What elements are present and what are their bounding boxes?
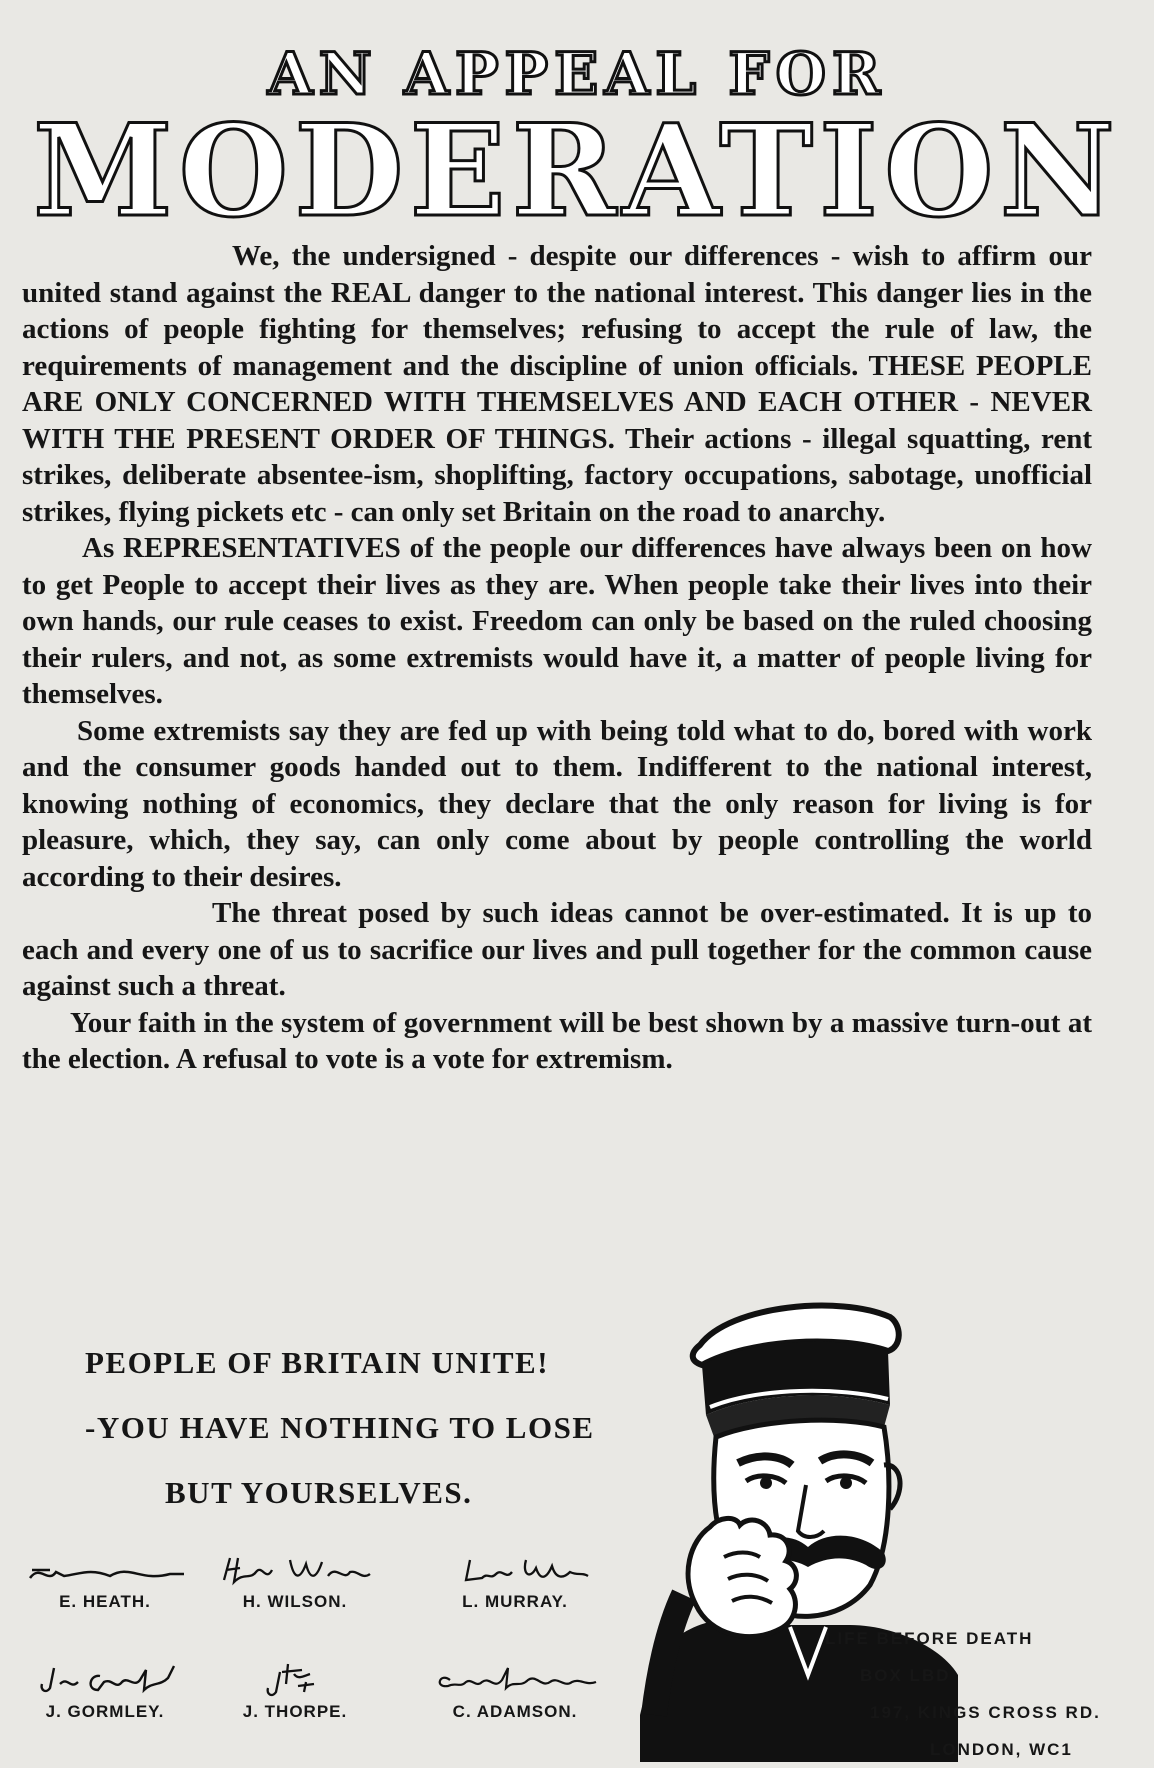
signatory-name: J. GORMLEY.: [45, 1702, 165, 1721]
title-line-2: MODERATION: [33, 97, 1121, 245]
signature-scribble-icon: [430, 1550, 600, 1590]
signatory-name: E. HEATH.: [59, 1592, 151, 1611]
signature-heath: [10, 1550, 200, 1612]
signature-scribble-icon: [210, 1660, 380, 1700]
paragraph-4: The threat posed by such ideas cannot be over-estimated. It is up to each and every one of us to sacrifice our lives and pull together for the common cause against such a threat.: [22, 897, 1092, 1002]
slogan-line-1: PEOPLE OF BRITAIN UNITE!: [85, 1345, 550, 1380]
address-line-2: BOX LBD: [860, 1666, 951, 1685]
slogan-line-2: -YOU HAVE NOTHING TO LOSE: [85, 1410, 595, 1445]
signature-murray: [420, 1550, 610, 1612]
paragraph-5: Your faith in the system of government will be best shown by a massive turn-out at the election. A refusal to vote is a vote for extremism.: [22, 1006, 1092, 1075]
address-line-3: 197, KINGS CROSS RD.: [870, 1703, 1101, 1722]
address-line-1: LIFE BEFORE DEATH: [825, 1629, 1034, 1648]
signature-scribble-icon: [210, 1550, 380, 1590]
signature-thorpe: [200, 1660, 390, 1722]
paragraph-3: Some extremists say they are fed up with being told what to do, bored with work and the consumer goods handed out to them. Indifferent to the national interest, knowing nothing of economics, they declare that the only reason for living is for pleasure, which, they say, can only come about by people controlling the world according to their desires.: [22, 714, 1092, 893]
signature-scribble-icon: [420, 1660, 610, 1700]
signature-scribble-icon: [20, 1660, 190, 1700]
signatory-name: L. MURRAY.: [462, 1592, 568, 1611]
title-line-1: AN APPEAL FOR: [267, 40, 887, 108]
signatory-name: C. ADAMSON.: [452, 1702, 578, 1721]
paragraph-1: We, the undersigned - despite our differences - wish to affirm our united stand against the REAL danger to the national interest. This danger lies in the actions of people fighting for themselves; refusing to accept the rule of law, the requirements of management and the discipline of union officials. THESE PEOPLE ARE ONLY CONCERNED WITH THEMSELVES AND EACH OTHER - NEVER WITH THE PRESENT ORDER OF THINGS. Their actions - illegal squatting, rent strikes, deliberate absentee-ism, shoplifting, factory occupations, sabotage, unofficial strikes, flying pickets etc - can only set Britain on the road to anarchy.: [22, 240, 1092, 528]
signature-wilson: [200, 1550, 390, 1612]
appeal-body: [22, 238, 1092, 1078]
contact-address: [825, 1620, 1101, 1768]
signature-scribble-icon: [20, 1550, 190, 1590]
address-line-4: LONDON, WC1: [930, 1740, 1073, 1759]
signature-gormley: [10, 1660, 200, 1722]
signature-adamson: [420, 1660, 610, 1722]
signatory-name: H. WILSON.: [242, 1592, 348, 1611]
paragraph-2: As REPRESENTATIVES of the people our differences have always been on how to get People to accept their lives as they are. When people take their lives into their own hands, our rule ceases to exist. Freedom can only be based on the ruled choosing their rulers, and not, as some extremists would have it, a matter of people living for themselves.: [22, 532, 1092, 710]
slogan-line-3: BUT YOURSELVES.: [165, 1475, 473, 1510]
signatory-name: J. THORPE.: [242, 1702, 348, 1721]
